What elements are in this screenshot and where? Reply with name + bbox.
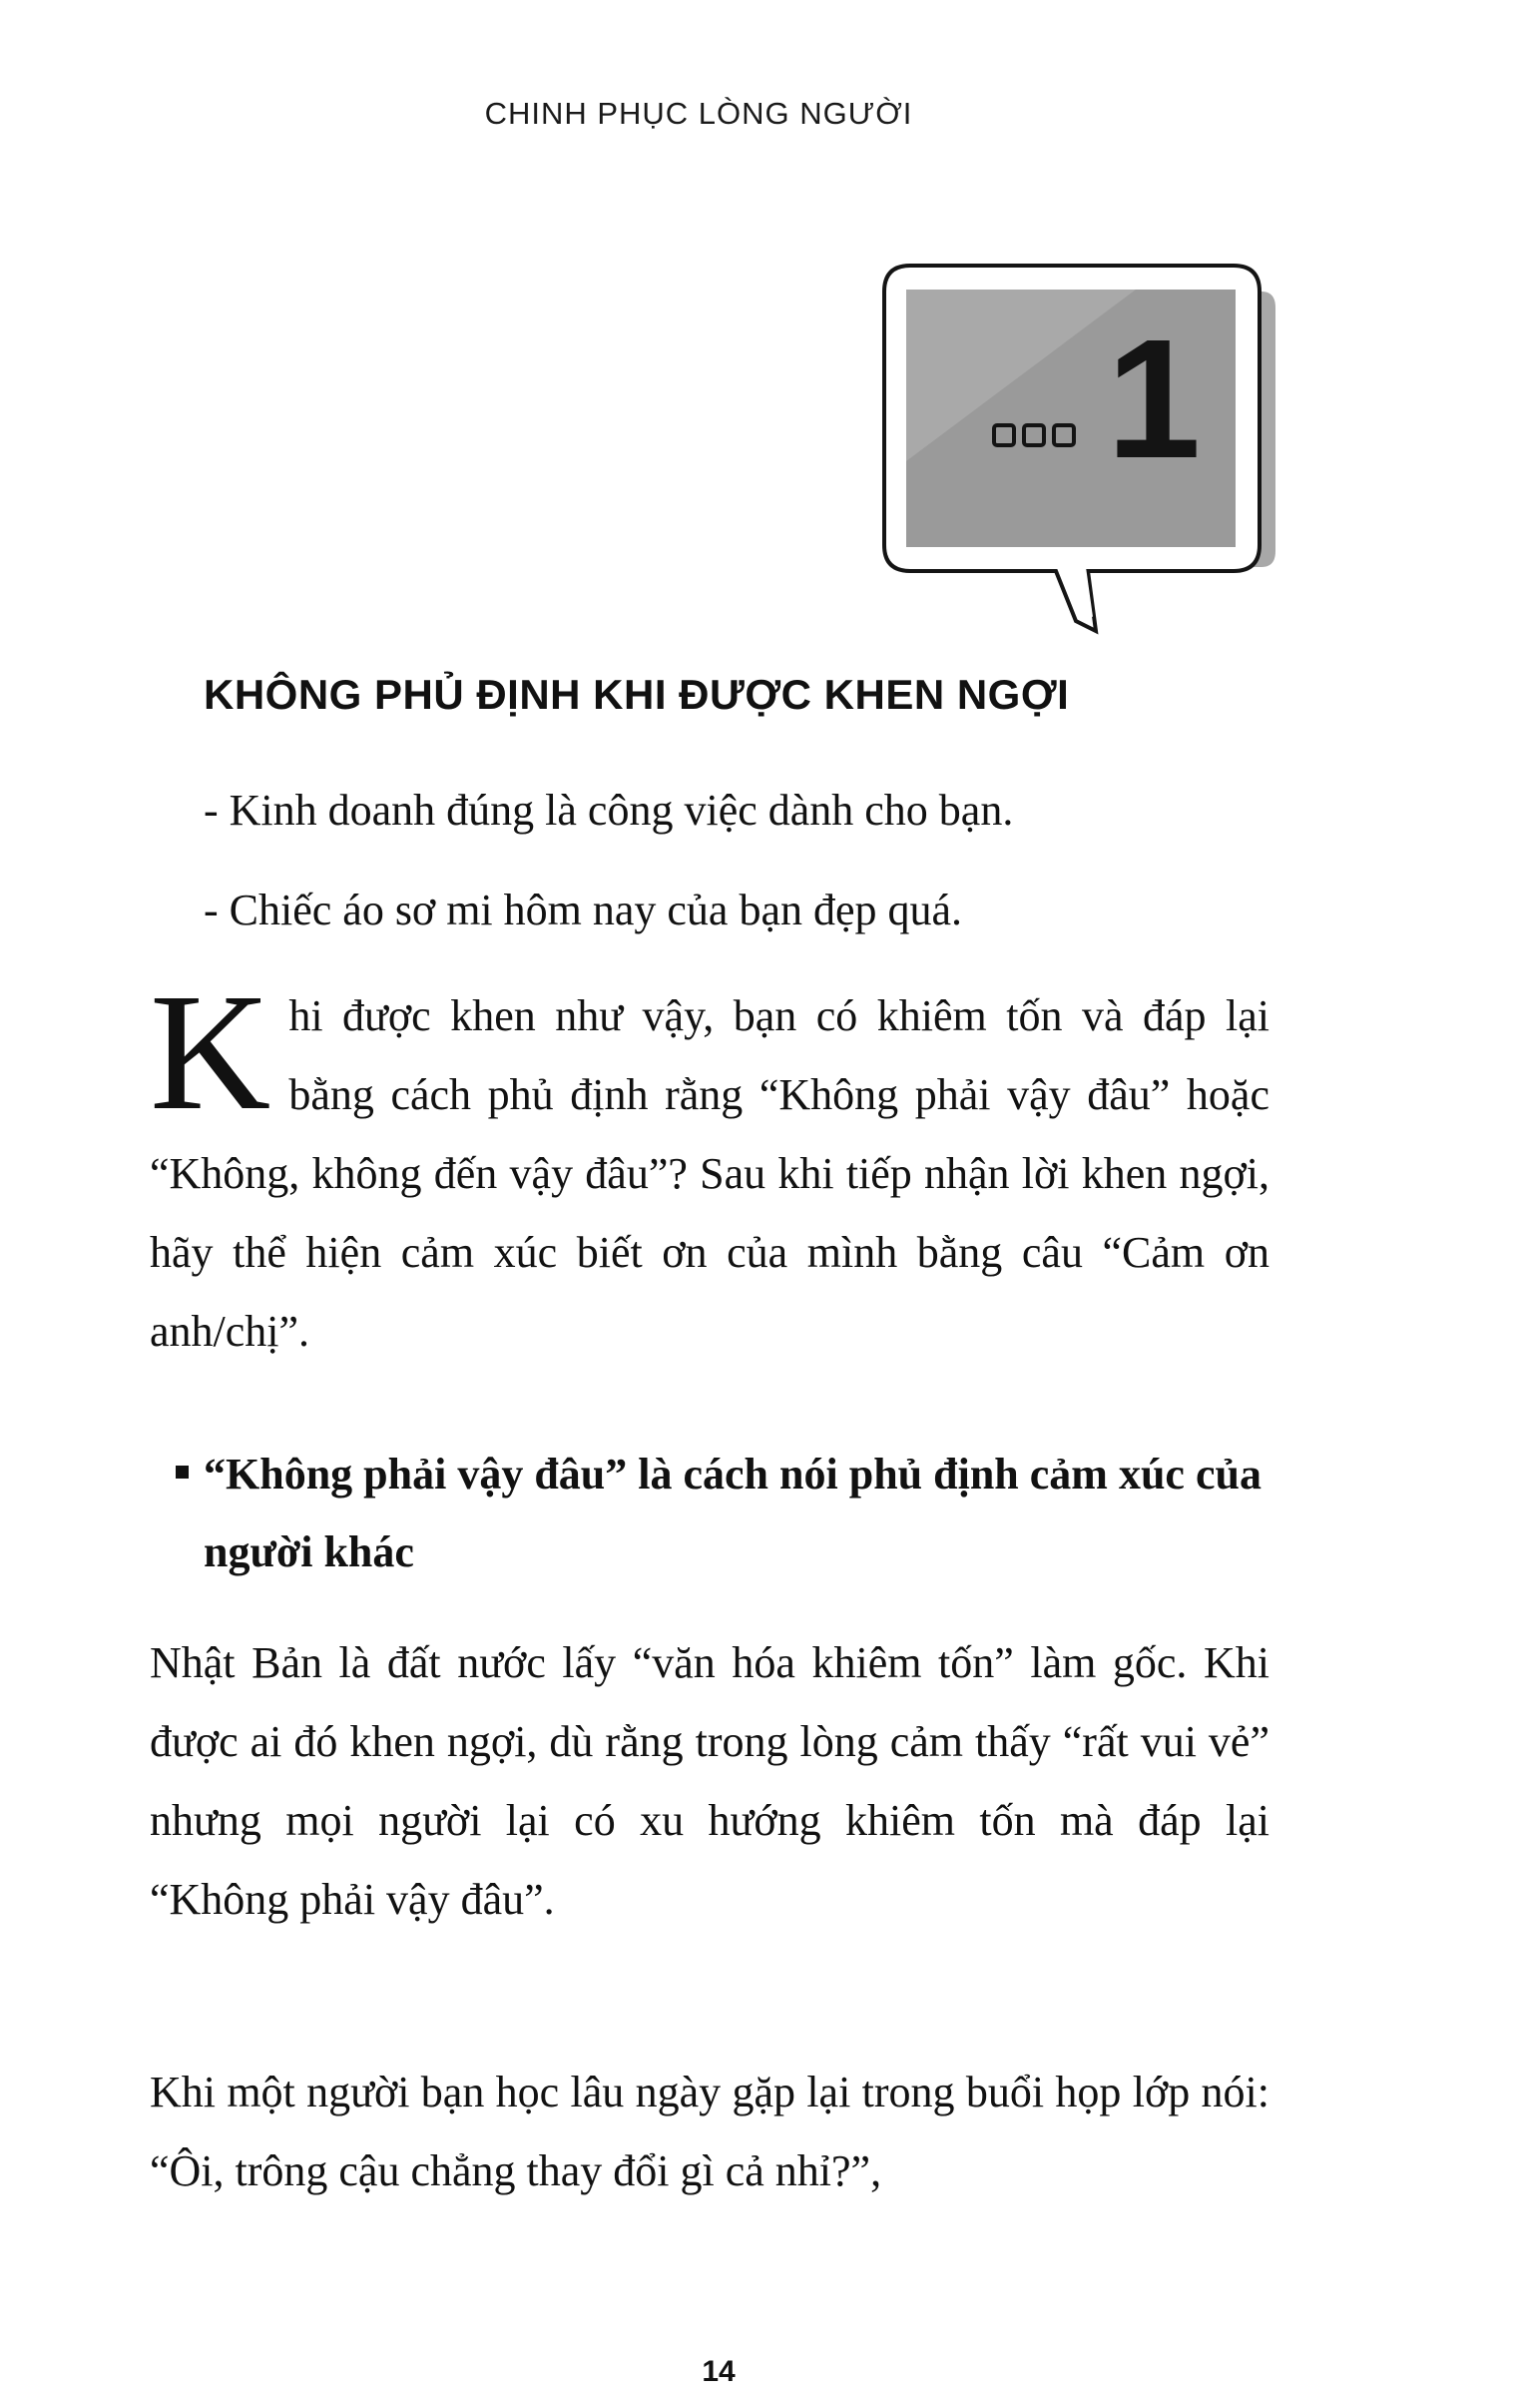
- drop-cap: K: [150, 959, 271, 1145]
- section-title: KHÔNG PHỦ ĐỊNH KHI ĐƯỢC KHEN NGỢI: [204, 671, 1070, 718]
- page-number: 14: [702, 2355, 736, 2388]
- subsection-heading-text: “Không phải vậy đâu” là cách nói phủ định cảm xúc của người khác: [204, 1450, 1262, 1576]
- body-paragraph-2: Khi một người bạn học lâu ngày gặp lại trong buổi họp lớp nói: “Ôi, trông cậu chẳng thay đổi gì cả nhỉ?”,: [150, 2068, 1269, 2195]
- running-header: CHINH PHỤC LÒNG NGƯỜI: [484, 96, 913, 131]
- speech-bubble-icon: [876, 262, 1275, 641]
- intro-paragraph: [150, 959, 1269, 1371]
- subsection-heading: [204, 1436, 1271, 1591]
- quote-1: - Kinh doanh đúng là công việc dành cho bạn.: [204, 786, 1014, 835]
- bullet-square-icon: [176, 1466, 189, 1479]
- intro-paragraph-text: hi được khen như vậy, bạn có khiêm tốn và đáp lại bằng cách phủ định rằng “Không phải vậy đâu” hoặc “Không, không đến vậy đâu”? Sau khi tiếp nhận lời khen ngợi, hãy thể hiện cảm xúc biết ơn của mình bằng câu “Cảm ơn anh/chị”.: [150, 991, 1269, 1356]
- quote-2: - Chiếc áo sơ mi hôm nay của bạn đẹp quá.: [204, 886, 963, 934]
- chapter-number-badge: [876, 262, 1275, 641]
- body-paragraph-1: Nhật Bản là đất nước lấy “văn hóa khiêm tốn” làm gốc. Khi được ai đó khen ngợi, dù rằng trong lòng cảm thấy “rất vui vẻ” nhưng mọi người lại có xu hướng khiêm tốn mà đáp lại “Không phải vậy đâu”.: [150, 1638, 1269, 1924]
- chapter-number: 1: [1106, 304, 1202, 494]
